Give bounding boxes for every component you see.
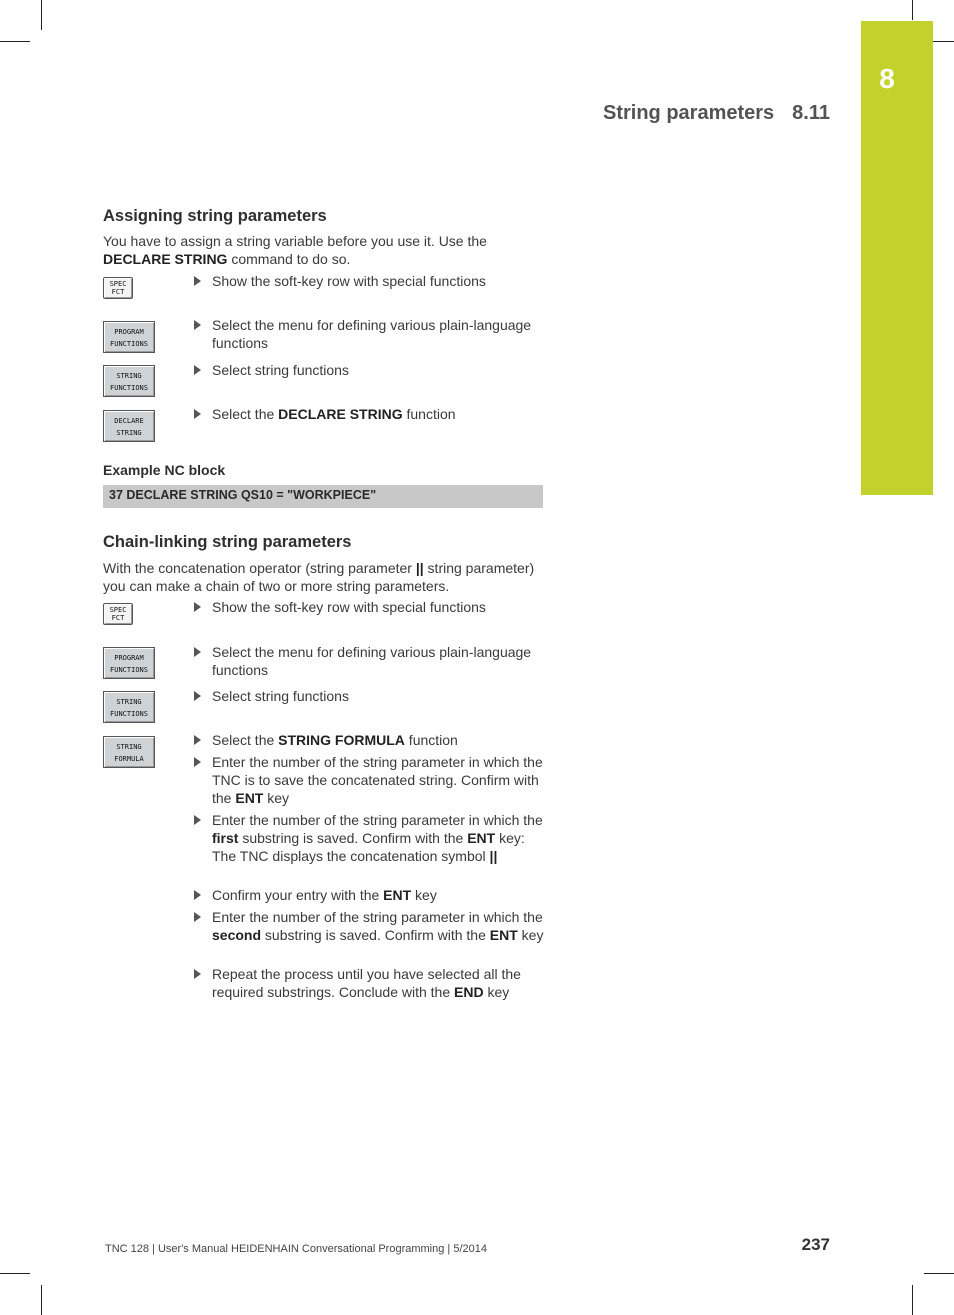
step bbox=[192, 965, 552, 1001]
softkey-line: FUNCTIONS bbox=[110, 340, 148, 348]
text: Repeat the process until you have selected all the required substrings. Conclude with the bbox=[212, 966, 521, 1000]
softkey-line: STRING bbox=[116, 429, 142, 437]
arrow-icon bbox=[194, 912, 201, 922]
crop-mark bbox=[912, 0, 913, 20]
softkey-spec-fct[interactable] bbox=[103, 277, 133, 299]
page-header bbox=[603, 102, 830, 125]
text: Select the bbox=[212, 732, 279, 748]
text: With the concatenation operator (string parameter bbox=[103, 560, 416, 576]
step bbox=[192, 405, 552, 423]
softkey-line: FCT bbox=[111, 288, 125, 296]
arrow-icon bbox=[194, 647, 201, 657]
softkey-line: STRING bbox=[116, 743, 142, 751]
softkey-line: STRING bbox=[116, 372, 142, 380]
text: substring is saved. Confirm with the bbox=[261, 927, 490, 943]
softkey-line: SPEC bbox=[109, 606, 127, 614]
text: substring is saved. Confirm with the bbox=[238, 830, 468, 846]
bold-text: END bbox=[454, 984, 484, 1000]
bold-text: || bbox=[415, 560, 424, 576]
crop-mark bbox=[0, 41, 30, 42]
bold-text: DECLARE STRING bbox=[278, 406, 403, 422]
step bbox=[192, 886, 552, 904]
softkey-line: FUNCTIONS bbox=[110, 710, 148, 718]
arrow-icon bbox=[194, 969, 201, 979]
arrow-icon bbox=[194, 409, 201, 419]
bold-text: DECLARE STRING bbox=[103, 251, 228, 267]
arrow-icon bbox=[194, 276, 201, 286]
softkey-line: FUNCTIONS bbox=[110, 384, 148, 392]
step bbox=[192, 316, 552, 352]
arrow-icon bbox=[194, 691, 201, 701]
text: Select the bbox=[212, 406, 279, 422]
step bbox=[192, 361, 552, 379]
arrow-icon bbox=[194, 815, 201, 825]
text: key bbox=[411, 887, 437, 903]
footer-text: TNC 128 | User's Manual HEIDENHAIN Conversational Programming | 5/2014 bbox=[105, 1243, 487, 1255]
softkey-declare-string[interactable] bbox=[103, 410, 155, 442]
arrow-icon bbox=[194, 757, 201, 767]
softkey-spec-fct[interactable] bbox=[103, 603, 133, 625]
step bbox=[192, 908, 552, 944]
crop-mark bbox=[0, 1273, 30, 1274]
step bbox=[192, 687, 552, 705]
step-text: Select the menu for defining various plain-language functions bbox=[212, 317, 532, 351]
bold-text: STRING FORMULA bbox=[278, 732, 405, 748]
step-text: Select string functions bbox=[212, 362, 349, 378]
step-text: Show the soft-key row with special functions bbox=[212, 599, 486, 615]
step bbox=[192, 643, 552, 679]
step bbox=[192, 753, 552, 807]
header-section: 8.11 bbox=[792, 102, 830, 124]
header-title: String parameters bbox=[603, 102, 775, 124]
softkey-program-functions[interactable] bbox=[103, 647, 155, 679]
bold-text: ENT bbox=[489, 927, 518, 943]
crop-mark bbox=[912, 1285, 913, 1315]
text: key bbox=[483, 984, 510, 1000]
example-label: Example NC block bbox=[103, 462, 226, 478]
softkey-line: FCT bbox=[111, 614, 125, 622]
softkey-string-formula[interactable] bbox=[103, 736, 155, 768]
arrow-icon bbox=[194, 320, 201, 330]
arrow-icon bbox=[194, 365, 201, 375]
crop-mark bbox=[41, 0, 42, 30]
text: Confirm your entry with the bbox=[212, 887, 384, 903]
softkey-line: PROGRAM bbox=[114, 654, 144, 662]
text: Enter the number of the string parameter in which the bbox=[212, 812, 543, 828]
softkey-line: STRING bbox=[116, 698, 142, 706]
softkey-line: PROGRAM bbox=[114, 328, 144, 336]
softkey-string-functions[interactable] bbox=[103, 691, 155, 723]
softkey-string-functions[interactable] bbox=[103, 365, 155, 397]
text: command to do so. bbox=[227, 251, 351, 267]
text: Enter the number of the string parameter in which the bbox=[212, 909, 543, 925]
text: function bbox=[404, 732, 458, 748]
chapter-number: 8 bbox=[879, 63, 895, 94]
arrow-icon bbox=[194, 890, 201, 900]
step-text: Show the soft-key row with special functions bbox=[212, 273, 486, 289]
step bbox=[192, 598, 552, 616]
text: key bbox=[517, 927, 544, 943]
text: key: The TNC displays the concatenation symbol bbox=[212, 830, 525, 864]
arrow-icon bbox=[194, 602, 201, 612]
bold-text: ENT bbox=[383, 887, 412, 903]
step-text: Select string functions bbox=[212, 688, 349, 704]
chain-intro bbox=[103, 559, 548, 595]
bold-text: ENT bbox=[467, 830, 496, 846]
softkey-line: SPEC bbox=[109, 280, 127, 288]
page-number: 237 bbox=[801, 1235, 830, 1254]
bold-text: second bbox=[212, 927, 262, 943]
bold-text: || bbox=[489, 848, 498, 864]
step bbox=[192, 272, 552, 290]
crop-mark bbox=[41, 1285, 42, 1315]
softkey-line: DECLARE bbox=[114, 417, 144, 425]
step bbox=[192, 811, 552, 865]
bold-text: ENT bbox=[235, 790, 264, 806]
step-text: Select the menu for defining various plain-language functions bbox=[212, 644, 532, 678]
chain-heading: Chain-linking string parameters bbox=[103, 533, 352, 551]
text: Enter the number of the string parameter in which the TNC is to save the concatenated string. Confirm with the bbox=[212, 754, 543, 806]
chapter-tab bbox=[861, 21, 933, 495]
text: key bbox=[263, 790, 290, 806]
softkey-line: FUNCTIONS bbox=[110, 666, 148, 674]
step bbox=[192, 731, 552, 749]
bold-text: first bbox=[212, 830, 239, 846]
example-code: 37 DECLARE STRING QS10 = "WORKPIECE" bbox=[103, 485, 543, 508]
softkey-program-functions[interactable] bbox=[103, 321, 155, 353]
assign-heading: Assigning string parameters bbox=[103, 207, 327, 225]
text: You have to assign a string variable before you use it. Use the bbox=[103, 233, 487, 249]
softkey-line: FORMULA bbox=[114, 755, 144, 763]
crop-mark bbox=[924, 1273, 954, 1274]
arrow-icon bbox=[194, 735, 201, 745]
text: function bbox=[402, 406, 456, 422]
text: string parameter) you can make a chain of two or more string parameters. bbox=[103, 560, 535, 594]
assign-intro bbox=[103, 232, 553, 268]
